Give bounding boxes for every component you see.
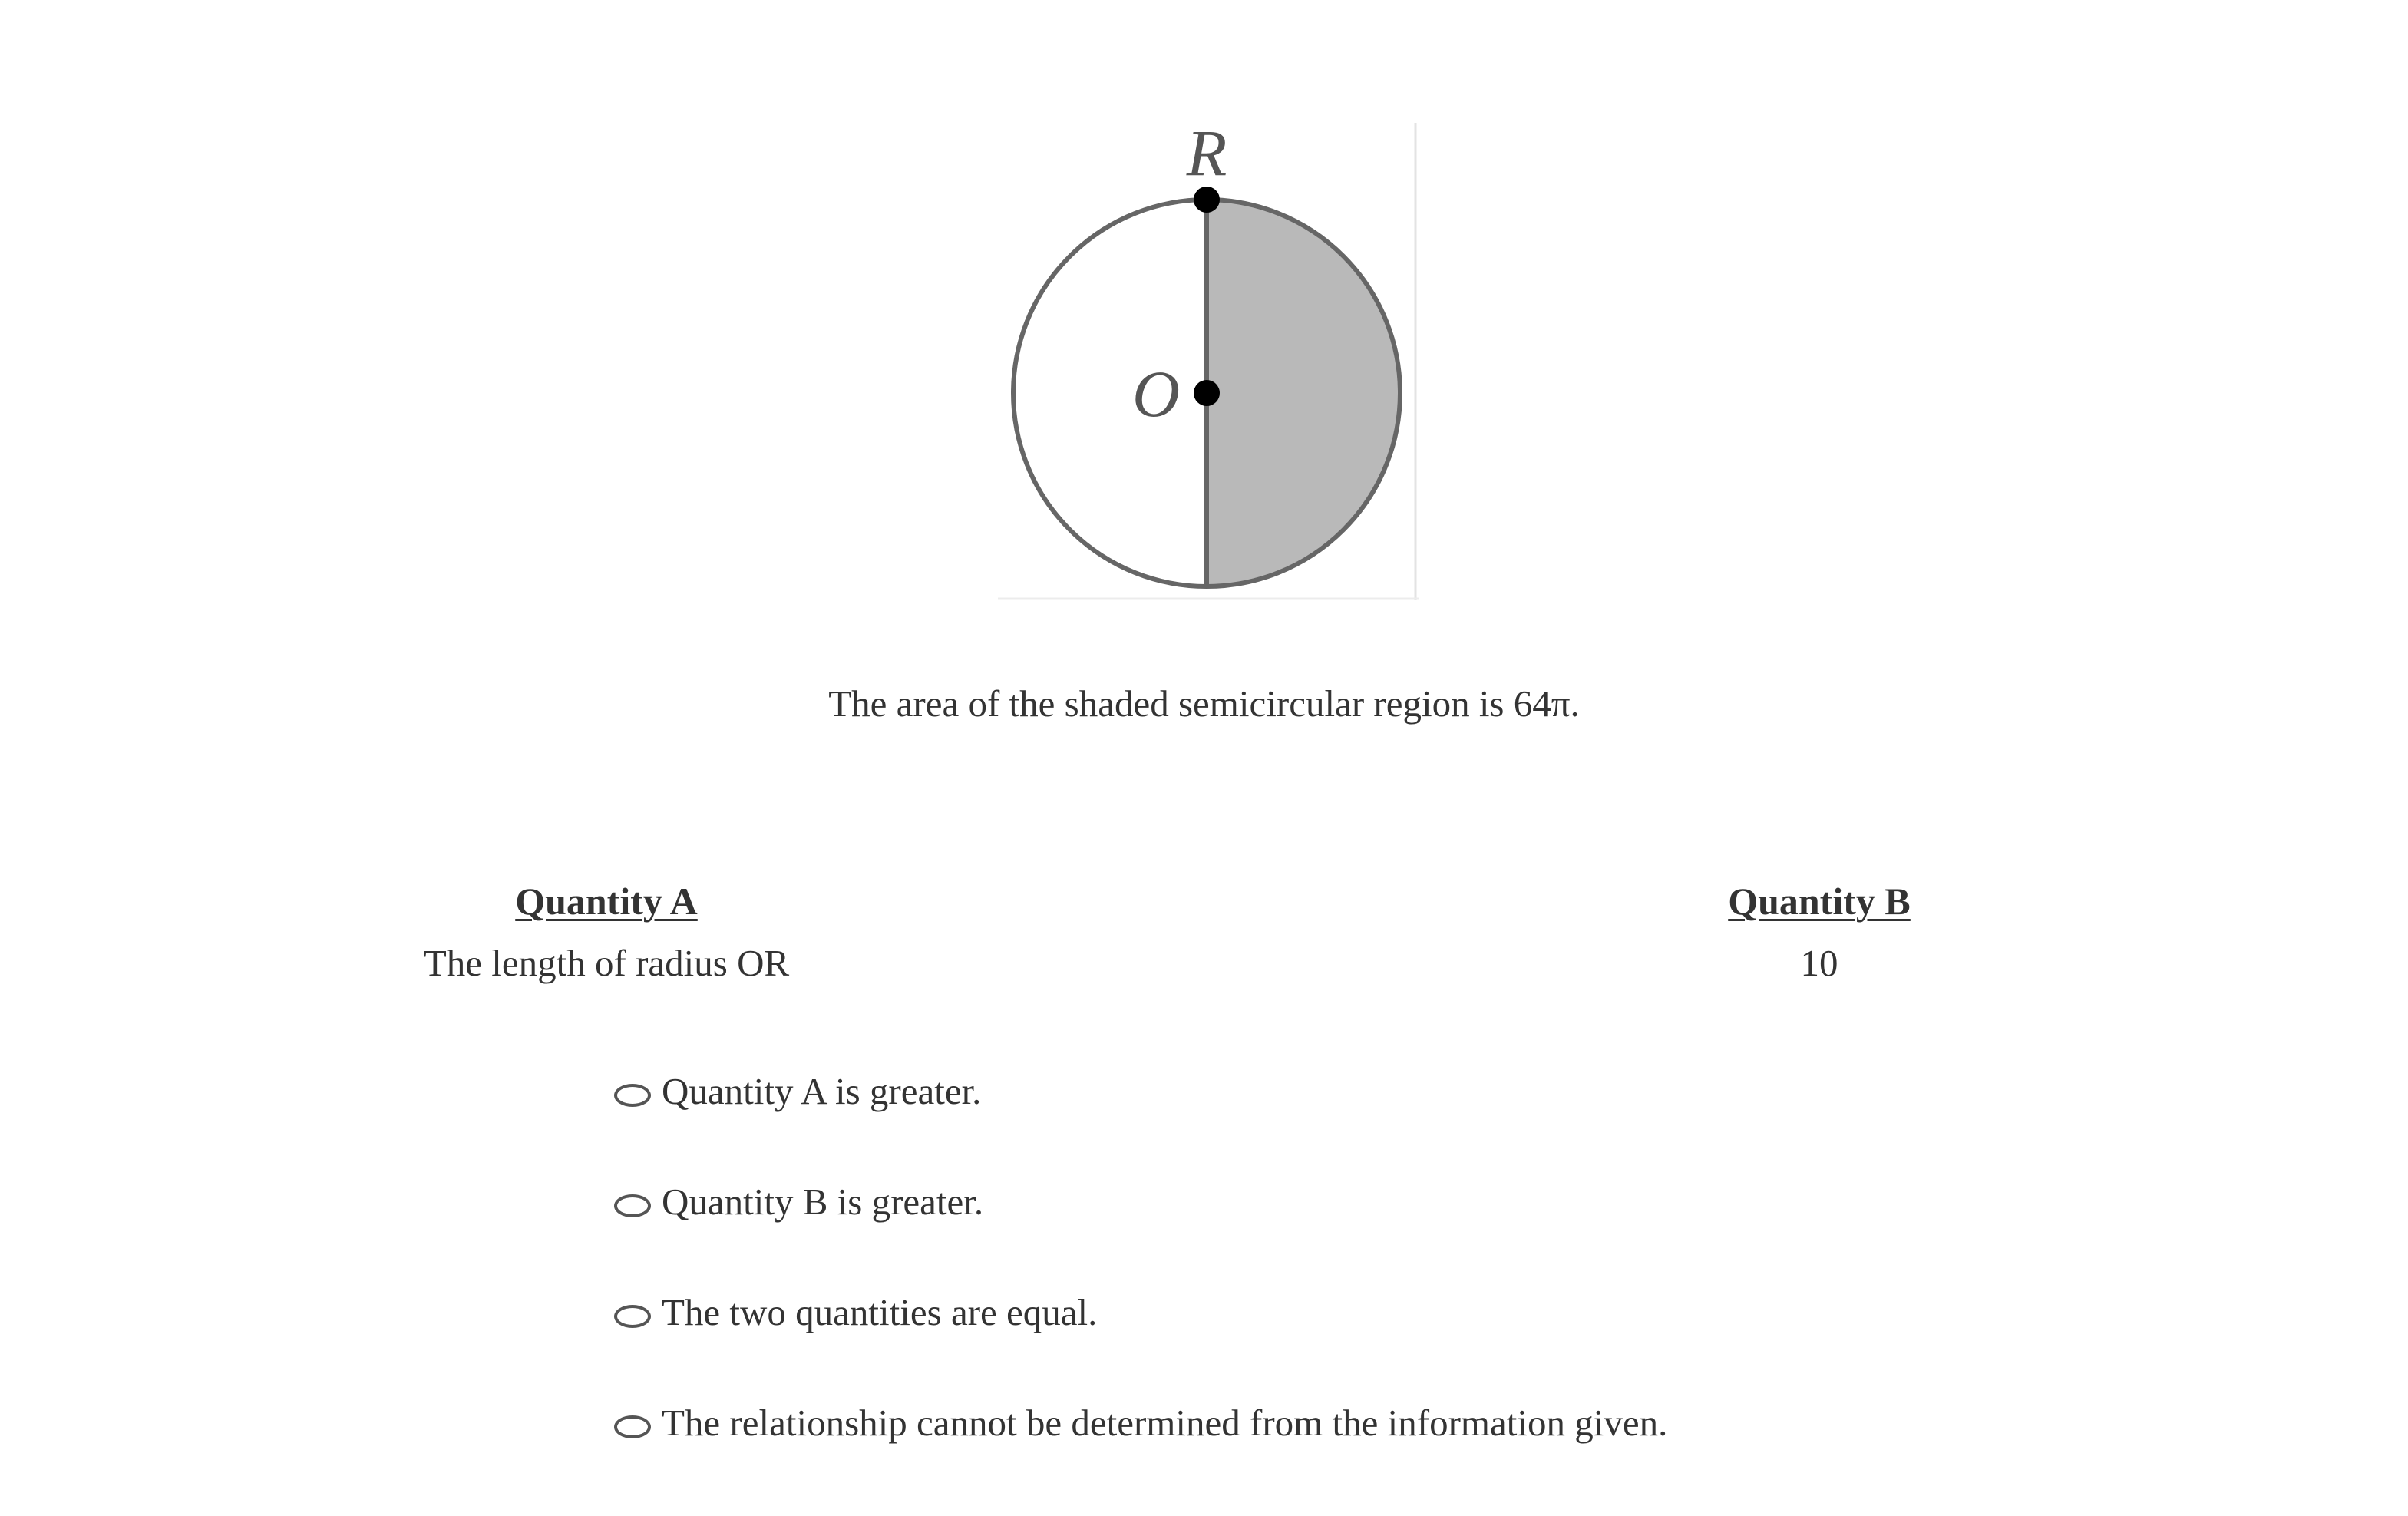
radio-button[interactable] — [614, 1194, 651, 1217]
radio-button[interactable] — [614, 1084, 651, 1107]
option-cannot-determine[interactable] — [614, 1392, 1667, 1454]
option-label: Quantity B is greater. — [662, 1180, 984, 1223]
option-a-greater[interactable] — [614, 1061, 1667, 1122]
quantity-b-heading: Quantity B — [1728, 880, 1911, 923]
circle-figure — [998, 120, 1419, 600]
option-label: Quantity A is greater. — [662, 1069, 982, 1112]
quantity-a-heading: Quantity A — [515, 880, 698, 923]
option-equal[interactable] — [614, 1282, 1667, 1343]
label-r: R — [1186, 120, 1227, 190]
label-o: O — [1131, 357, 1181, 431]
answer-options — [614, 1061, 1667, 1503]
point-o — [1194, 380, 1220, 406]
point-r — [1194, 187, 1220, 213]
quantity-a-value: The length of radius OR — [423, 942, 790, 984]
radio-button[interactable] — [614, 1305, 651, 1328]
circle-diagram — [998, 120, 1419, 600]
option-label: The two quantities are equal. — [662, 1290, 1098, 1333]
quantity-b-value: 10 — [1800, 942, 1838, 984]
option-label: The relationship cannot be determined from the information given. — [662, 1401, 1668, 1444]
radio-button[interactable] — [614, 1415, 651, 1438]
option-b-greater[interactable] — [614, 1171, 1667, 1233]
question-stem: The area of the shaded semicircular region is 64π. — [828, 682, 1580, 725]
